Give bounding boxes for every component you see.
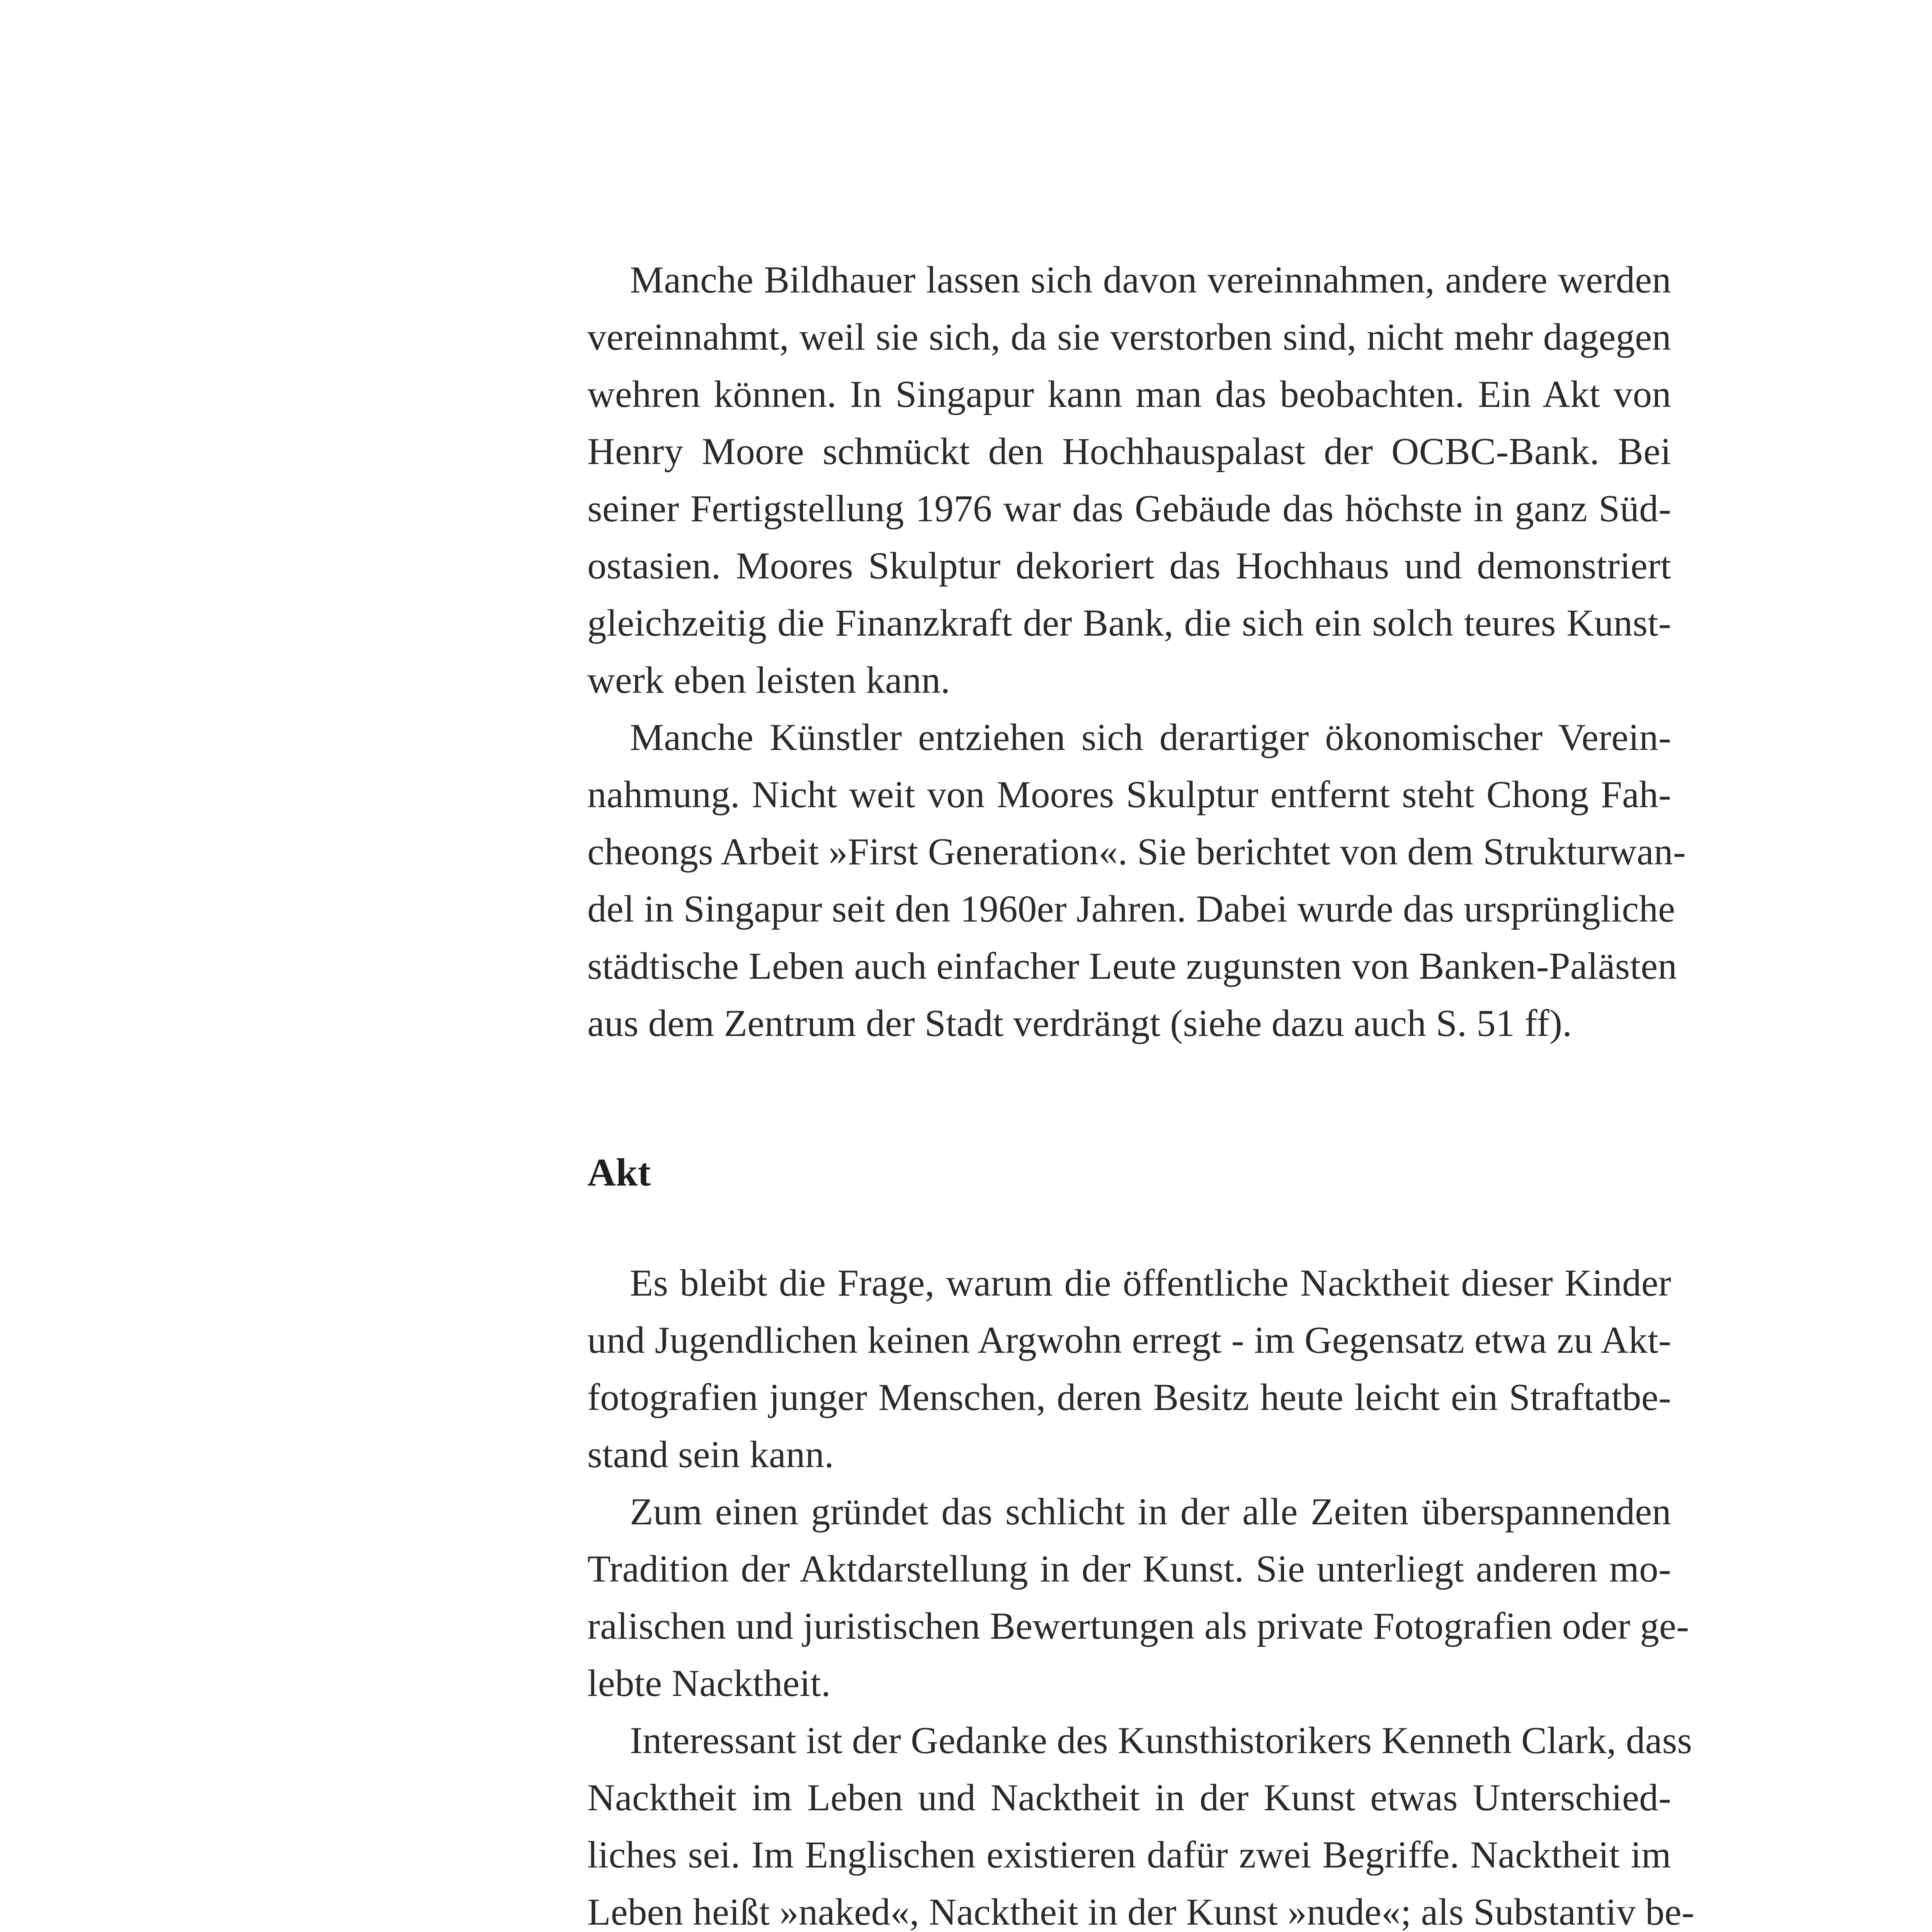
text-line: cheongs Arbeit »First Generation«. Sie berichtet von dem Strukturwan- <box>587 831 1686 873</box>
text-line: aus dem Zentrum der Stadt verdrängt (siehe dazu auch S. 51 ff). <box>587 1002 1572 1044</box>
text-line: Henry Moore schmückt den Hochhauspalast der OCBC-Bank. Bei <box>587 430 1671 473</box>
text-line: liches sei. Im Englischen existieren dafür zwei Begriffe. Nacktheit im <box>587 1834 1671 1876</box>
text-line: Manche Bildhauer lassen sich davon vereinnahmen, andere werden <box>630 259 1671 301</box>
text-line: stand sein kann. <box>587 1434 834 1476</box>
text-line: Interessant ist der Gedanke des Kunsthistorikers Kenneth Clark, dass <box>630 1719 1692 1762</box>
text-line: Zum einen gründet das schlicht in der alle Zeiten überspannenden <box>630 1491 1671 1533</box>
text-line: und Jugendlichen keinen Argwohn erregt - im Gegensatz etwa zu Akt- <box>587 1319 1671 1361</box>
text-line: ostasien. Moores Skulptur dekoriert das Hochhaus und demonstriert <box>587 545 1671 587</box>
text-line: nahmung. Nicht weit von Moores Skulptur entfernt steht Chong Fah- <box>587 774 1671 816</box>
text-line: Nacktheit im Leben und Nacktheit in der Kunst etwas Unterschied- <box>587 1777 1671 1819</box>
text-line: fotografien junger Menschen, deren Besitz heute leicht ein Straftatbe- <box>587 1376 1671 1418</box>
text-line: Manche Künstler entziehen sich derartiger ökonomischer Verein- <box>630 716 1671 759</box>
text-line: Leben heißt »naked«, Nacktheit in der Kunst »nude«; als Substantiv be- <box>587 1891 1695 1932</box>
text-line: gleichzeitig die Finanzkraft der Bank, die sich ein solch teures Kunst- <box>587 602 1671 644</box>
text-line: ralischen und juristischen Bewertungen als private Fotografien oder ge- <box>587 1605 1689 1647</box>
text-line: seiner Fertigstellung 1976 war das Gebäude das höchste in ganz Süd- <box>587 488 1671 530</box>
text-line: vereinnahmt, weil sie sich, da sie verstorben sind, nicht mehr dagegen <box>587 316 1671 358</box>
section-heading: Akt <box>587 1151 651 1194</box>
text-line: lebte Nacktheit. <box>587 1662 831 1704</box>
text-line: Tradition der Aktdarstellung in der Kunst. Sie unterliegt anderen mo- <box>587 1548 1671 1590</box>
text-line: werk eben leisten kann. <box>587 659 951 701</box>
text-line: del in Singapur seit den 1960er Jahren. Dabei wurde das ursprüngliche <box>587 888 1675 930</box>
text-line: Es bleibt die Frage, warum die öffentliche Nacktheit dieser Kinder <box>630 1262 1671 1304</box>
text-line: wehren können. In Singapur kann man das beobachten. Ein Akt von <box>587 373 1671 415</box>
text-line: städtische Leben auch einfacher Leute zugunsten von Banken-Palästen <box>587 945 1677 987</box>
